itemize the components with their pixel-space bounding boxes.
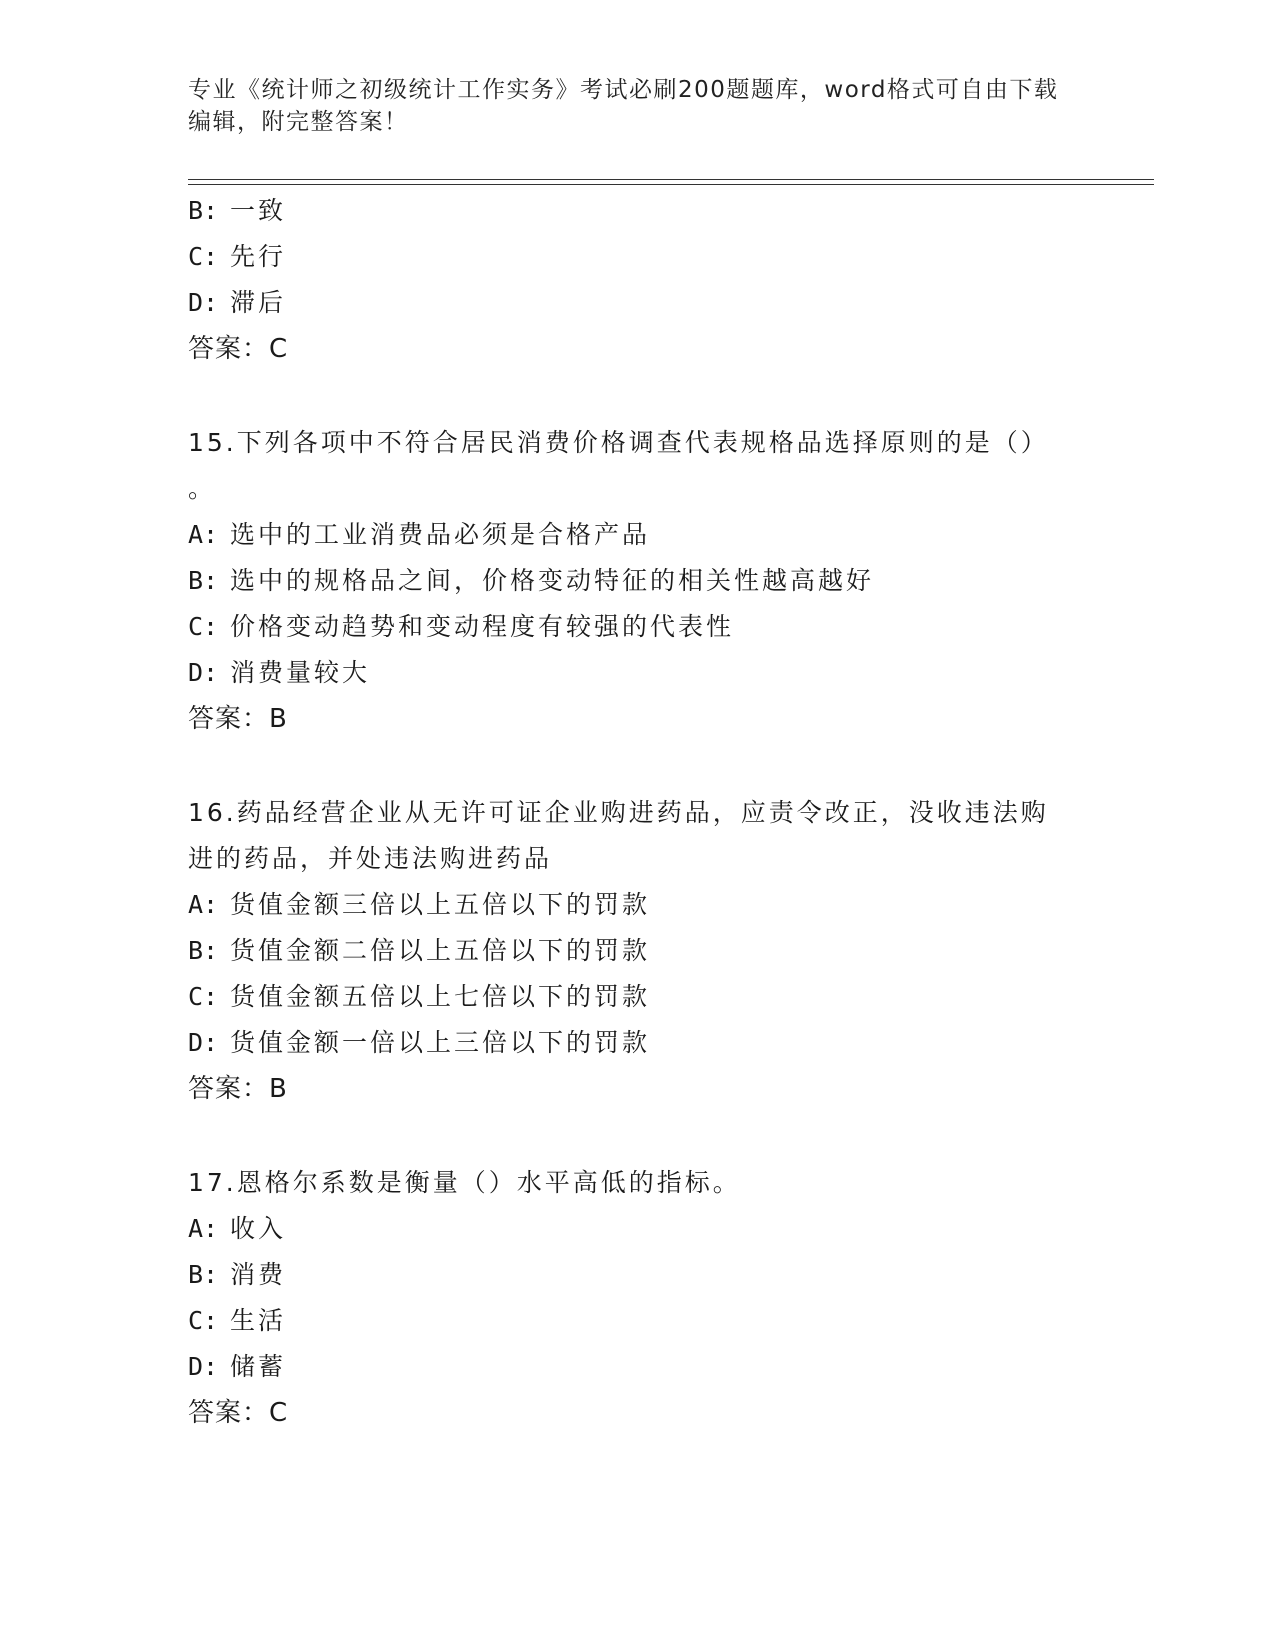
question-stem: 16.药品经营企业从无许可证企业购进药品，应责令改正，没收违法购	[188, 798, 1049, 827]
option-a: A: 货值金额三倍以上五倍以下的罚款	[188, 890, 651, 919]
question-stem: 17.恩格尔系数是衡量（）水平高低的指标。	[188, 1168, 741, 1197]
option-a: A: 收入	[188, 1214, 287, 1243]
question-17	[188, 1160, 1088, 1436]
spacer	[188, 1112, 1088, 1160]
option-b: B: 一致	[188, 196, 287, 225]
question-stem-continued: 。	[188, 474, 217, 503]
answer-line: 答案：C	[188, 334, 289, 364]
header-line-2: 编辑，附完整答案！	[188, 109, 409, 135]
option-d: D: 货值金额一倍以上三倍以下的罚款	[188, 1028, 651, 1057]
header-line-1: 专业《统计师之初级统计工作实务》考试必刷200题题库，word格式可自由下载	[188, 77, 1059, 103]
option-c: C: 货值金额五倍以上七倍以下的罚款	[188, 982, 651, 1011]
header-divider-top	[188, 179, 1154, 180]
option-d: D: 滞后	[188, 288, 287, 317]
option-b: B: 选中的规格品之间，价格变动特征的相关性越高越好	[188, 566, 875, 595]
option-b: B: 货值金额二倍以上五倍以下的罚款	[188, 936, 651, 965]
spacer	[188, 742, 1088, 790]
spacer	[188, 372, 1088, 420]
option-c: C: 先行	[188, 242, 287, 271]
option-c: C: 价格变动趋势和变动程度有较强的代表性	[188, 612, 735, 641]
page-header	[188, 74, 1068, 138]
option-d: D: 储蓄	[188, 1352, 287, 1381]
question-content	[188, 188, 1088, 1436]
question-16	[188, 790, 1088, 1112]
header-divider-bottom	[188, 184, 1154, 185]
answer-line: 答案：B	[188, 704, 288, 734]
option-c: C: 生活	[188, 1306, 287, 1335]
question-stem-continued: 进的药品，并处违法购进药品	[188, 844, 553, 873]
question-stem: 15.下列各项中不符合居民消费价格调查代表规格品选择原则的是（）	[188, 428, 1049, 457]
option-a: A: 选中的工业消费品必须是合格产品	[188, 520, 651, 549]
question-15	[188, 420, 1088, 742]
answer-line: 答案：C	[188, 1398, 289, 1428]
answer-line: 答案：B	[188, 1074, 288, 1104]
option-b: B: 消费	[188, 1260, 287, 1289]
carryover-block	[188, 188, 1088, 372]
option-d: D: 消费量较大	[188, 658, 371, 687]
